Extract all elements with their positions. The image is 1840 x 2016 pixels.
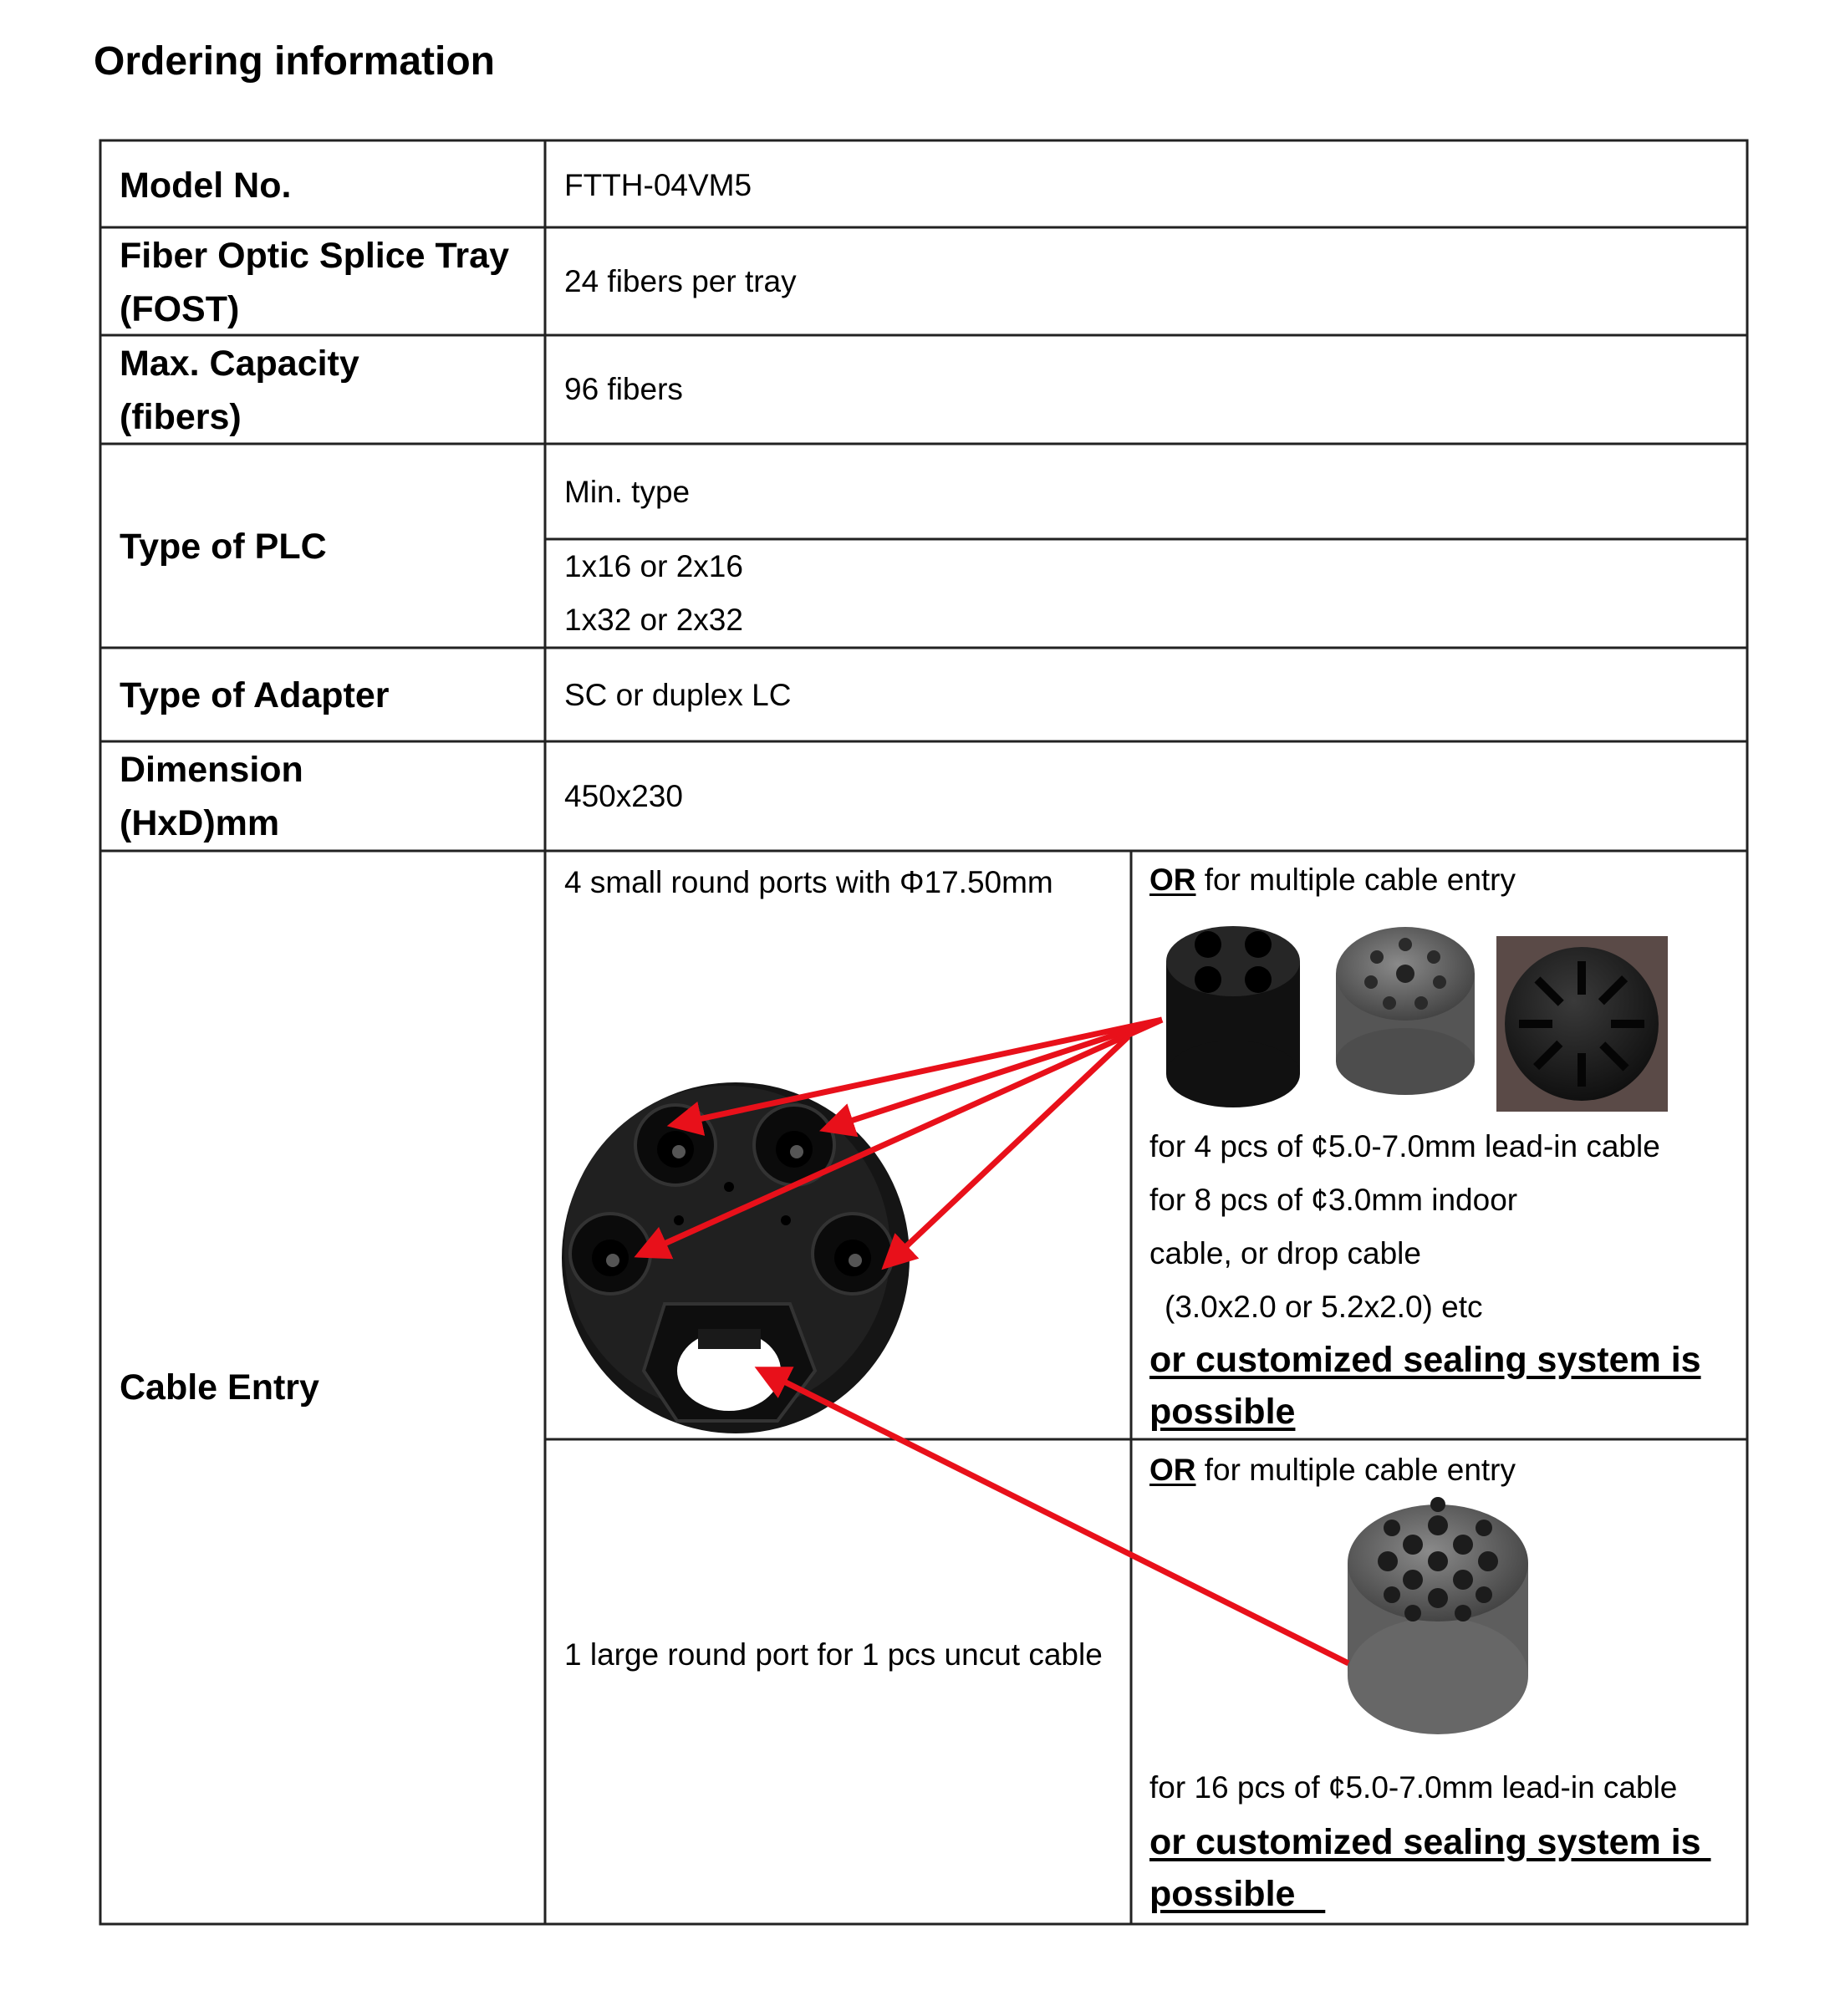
dimension-label-line2: (HxD)mm [120,803,280,843]
option2-custom-line2: possible [1149,1874,1326,1914]
splice-tray-label-line2: (FOST) [120,289,240,329]
option2-custom-line1: or customized sealing system is [1149,1822,1711,1862]
option2-or: OR [1149,1453,1196,1487]
adapter-label: Type of Adapter [120,675,390,715]
option1-or: OR [1149,863,1196,897]
dimension-value: 450x230 [564,779,683,813]
arrow-to-large-port [762,1371,1348,1663]
option1-custom-line2: possible [1149,1392,1296,1432]
option1-line1: for 4 pcs of ¢5.0-7.0mm lead-in cable [1149,1129,1660,1163]
max-capacity-value: 96 fibers [564,372,683,406]
plc-option-line2: 1x32 or 2x32 [564,603,743,637]
adapter-value: SC or duplex LC [564,678,792,712]
option1-line4: (3.0x2.0 or 5.2x2.0) etc [1165,1290,1483,1324]
option2-line1: for 16 pcs of ¢5.0-7.0mm lead-in cable [1149,1770,1678,1805]
splice-tray-value: 24 fibers per tray [564,264,797,298]
model-no-value: FTTH-04VM5 [564,168,752,202]
option1-line3: cable, or drop cable [1149,1236,1421,1270]
plc-label: Type of PLC [120,527,327,567]
arrow-to-port-3 [642,1020,1162,1254]
option1-line2: for 8 pcs of ¢3.0mm indoor [1149,1183,1518,1217]
large-port-text: 1 large round port for 1 pcs uncut cable [564,1637,1103,1672]
page-title: Ordering information [94,39,495,84]
model-no-label: Model No. [120,165,292,206]
small-ports-text: 4 small round ports with Φ17.50mm [564,865,1053,899]
plc-min-type: Min. type [564,475,691,509]
splice-tray-label-line1: Fiber Optic Splice Tray [120,236,509,276]
cable-entry-label: Cable Entry [120,1367,319,1408]
max-capacity-label-line1: Max. Capacity [120,344,359,384]
plc-option-line1: 1x16 or 2x16 [564,549,743,583]
option1-heading-rest: for multiple cable entry [1195,863,1516,897]
arrow-to-port-2 [828,1020,1162,1128]
dimension-label-line1: Dimension [120,750,303,790]
option2-heading-rest: for multiple cable entry [1195,1453,1516,1487]
max-capacity-label-line2: (fibers) [120,397,242,437]
option1-custom-line1: or customized sealing system is [1149,1340,1701,1380]
